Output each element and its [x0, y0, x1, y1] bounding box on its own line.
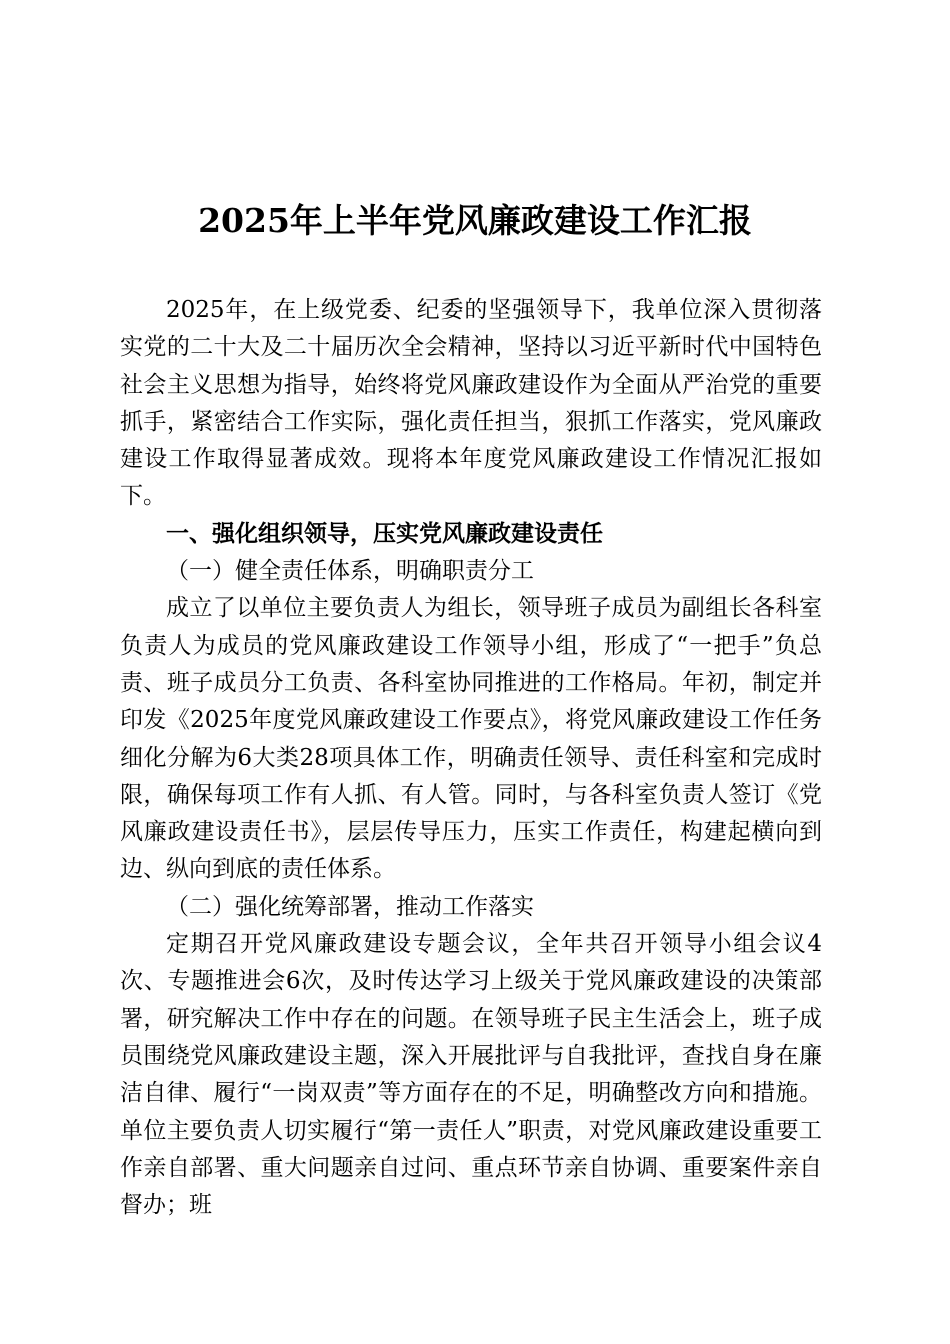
subsection-1-heading: （一）健全责任体系，明确职责分工 [166, 558, 534, 585]
document-body [120, 292, 822, 1224]
subsection-1-body: 成立了以单位主要负责人为组长，领导班子成员为副组长各科室负责人为成员的党风廉政建设工作领导小组，形成了“一把手”负总责、班子成员分工负责、各科室协同推进的工作格局。年初，制定并印发《2025年度党风廉政建设工作要点》，将党风廉政建设工作任务细化分解为6大类28项具体工作，明确责任领导、责任科室和完成时限，确保每项工作有人抓、有人管。同时，与各科室负责人签订《党风廉政建设责任书》，层层传导压力，压实工作责任，构建起横向到边、纵向到底的责任体系。 [120, 595, 822, 883]
section-1-heading: 一、强化组织领导，压实党风廉政建设责任 [166, 520, 603, 547]
document-title: 2025年上半年党风廉政建设工作汇报 [198, 201, 752, 240]
subsection-2-heading: （二）强化统筹部署，推动工作落实 [166, 893, 534, 920]
intro-paragraph: 2025年，在上级党委、纪委的坚强领导下，我单位深入贯彻落实党的二十大及二十届历次全会精神，坚持以习近平新时代中国特色社会主义思想为指导，始终将党风廉政建设作为全面从严治党的重要抓手，紧密结合工作实际，强化责任担当，狠抓工作落实，党风廉政建设工作取得显著成效。现将本年度党风廉政建设工作情况汇报如下。 [120, 297, 822, 510]
subsection-2-body: 定期召开党风廉政建设专题会议，全年共召开领导小组会议4次、专题推进会6次，及时传达学习上级关于党风廉政建设的决策部署，研究解决工作中存在的问题。在领导班子民主生活会上，班子成员围绕党风廉政建设主题，深入开展批评与自我批评，查找自身在廉洁自律、履行“一岗双责”等方面存在的不足，明确整改方向和措施。单位主要负责人切实履行“第一责任人”职责，对党风廉政建设重要工作亲自部署、重大问题亲自过问、重点环节亲自协调、重要案件亲自督办；班 [120, 931, 822, 1219]
